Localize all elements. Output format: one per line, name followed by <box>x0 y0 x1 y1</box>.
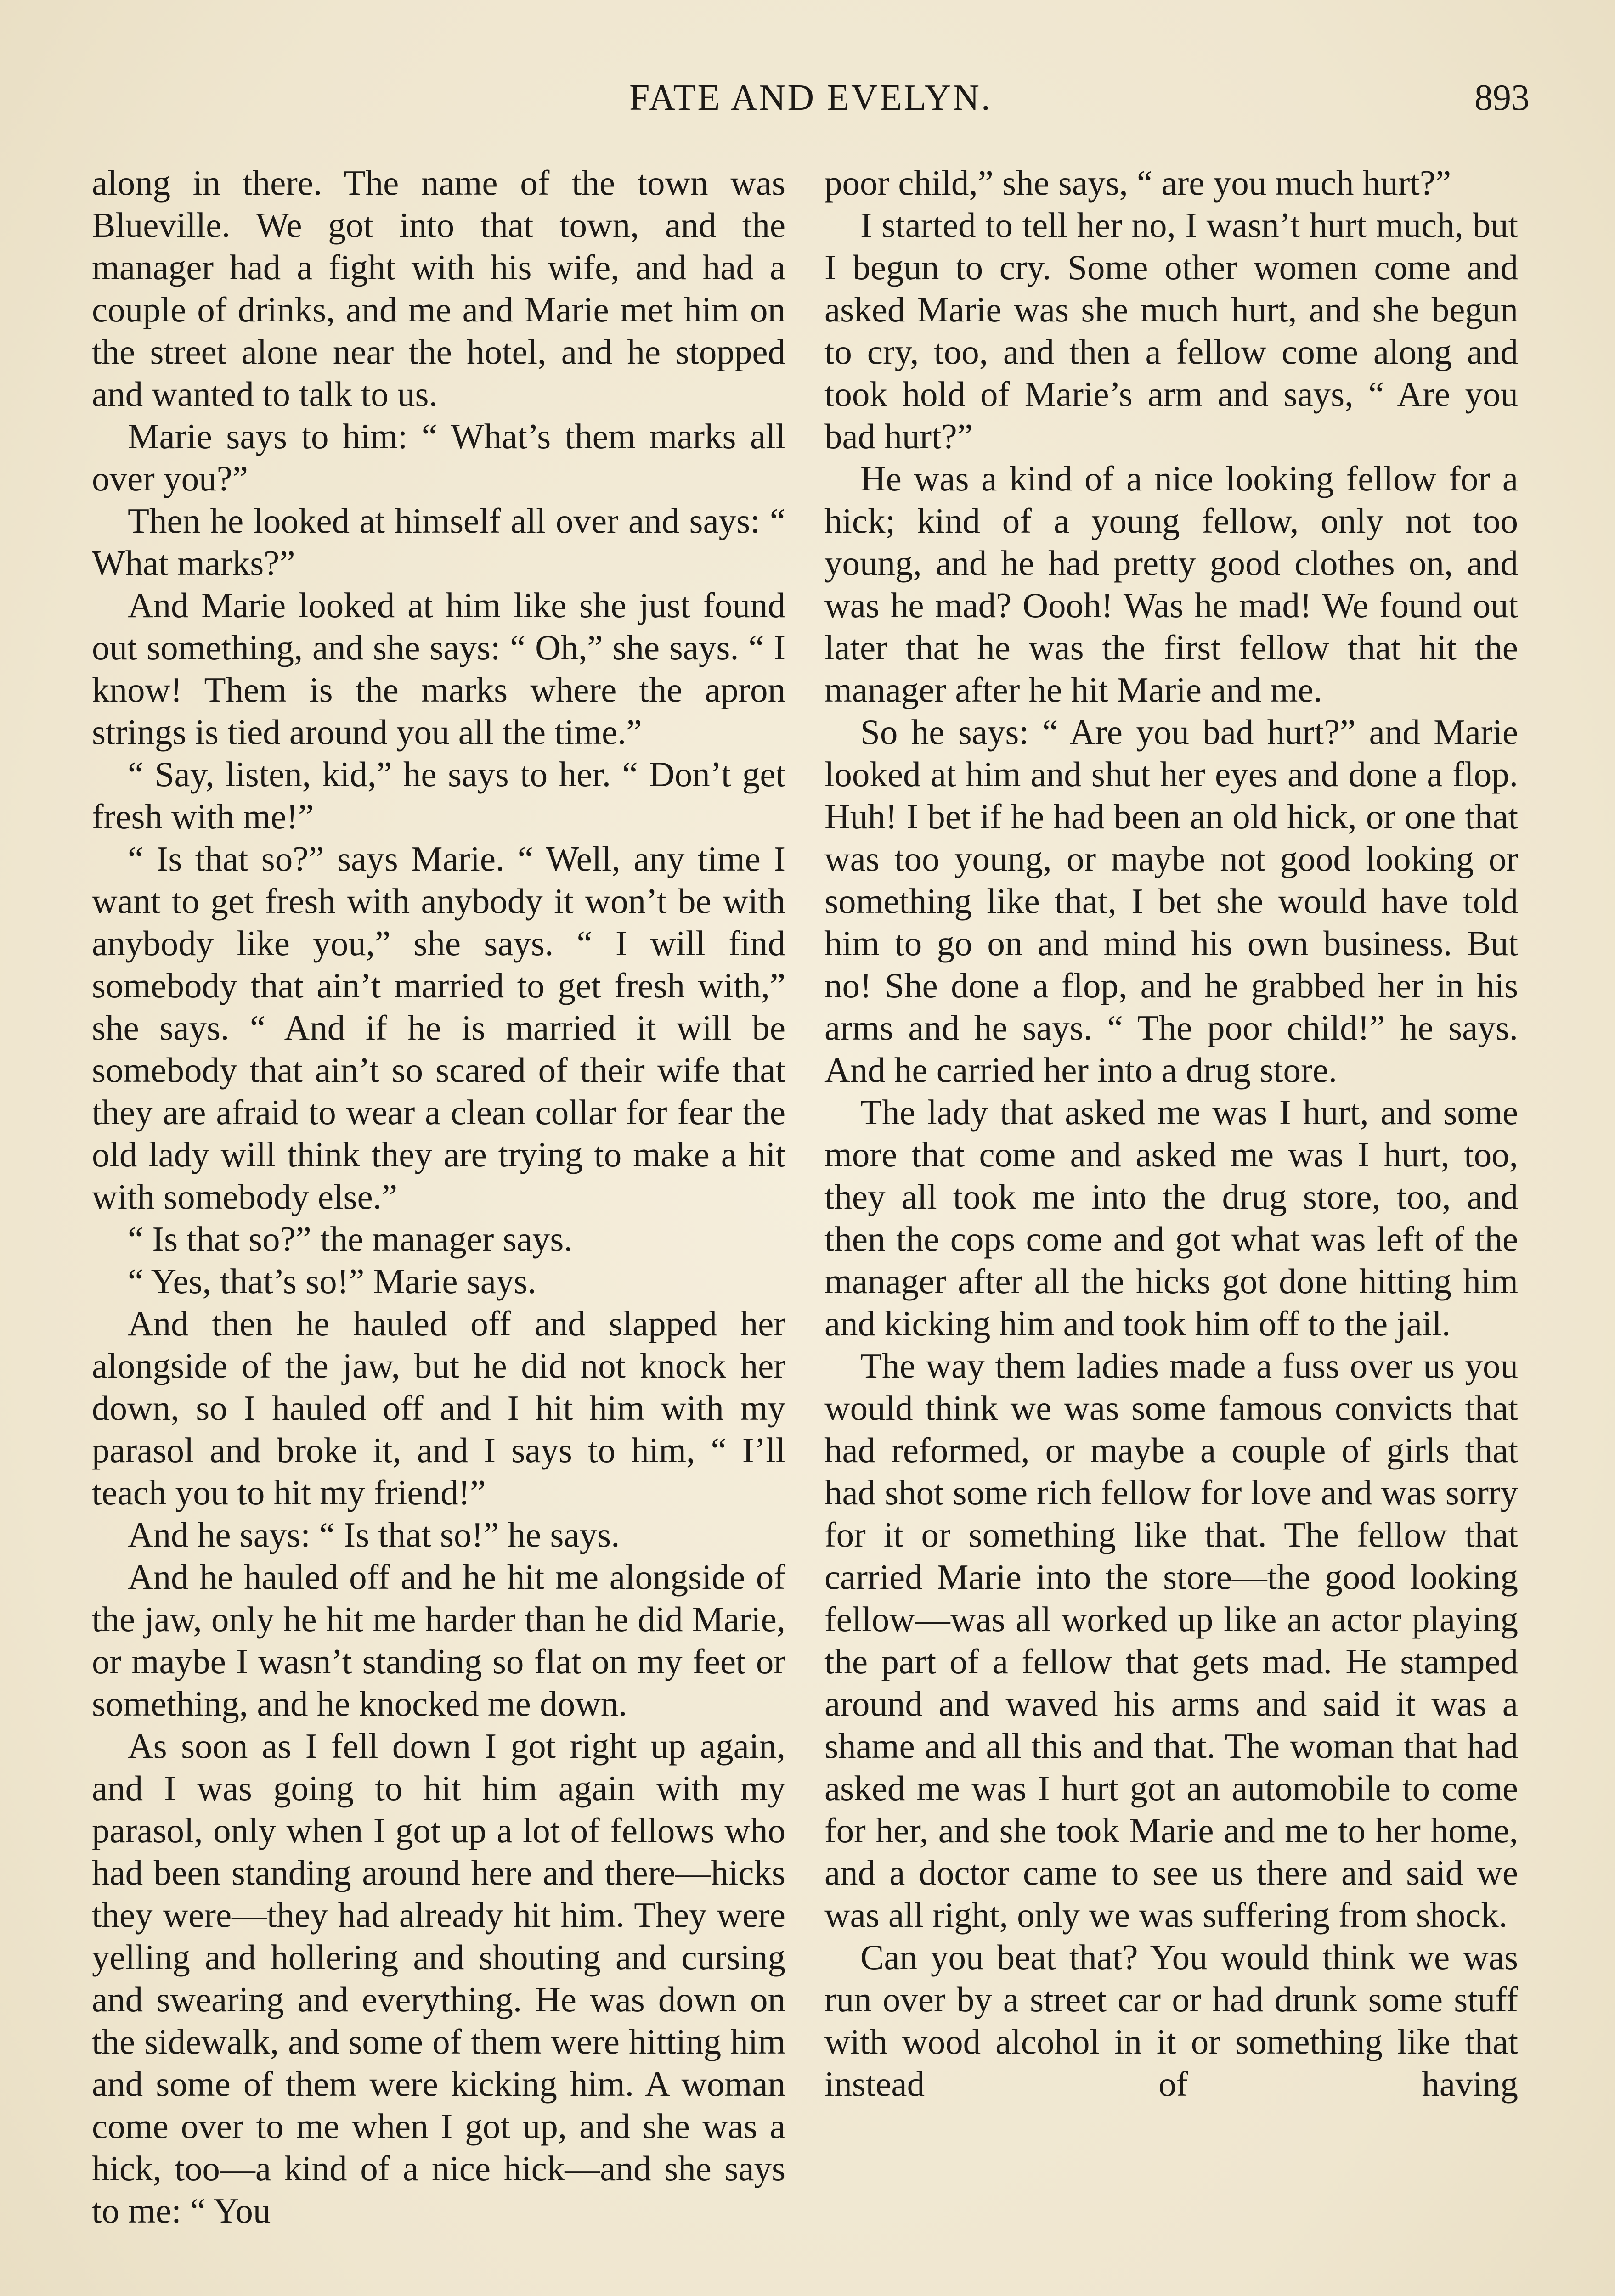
paragraph: And he says: “ Is that so!” he says. <box>128 1515 620 1554</box>
paragraph: And Marie looked at him like she just found out something, and she says: “ Oh,” she says. “ I know! Them is the marks where the apron strings is tied around you all the time.” <box>92 585 785 752</box>
paragraph: “ Say, listen, kid,” he says to her. “ Don’t get fresh with me!” <box>92 754 785 836</box>
paragraph: As soon as I fell down I got right up again, and I was going to hit him again with my parasol, only when I got up a lot of fellows who had been standing around here and there—hicks they were—they had already hit him. They were yelling and hollering and shouting and cursing and swearing and everything. He was down on the sidewalk, and some of them were hitting him and some of them were kicking him. A woman come over to me when I got up, and she was a hick, too—a kind of a nice hick—and she says to me: “ You <box>92 1726 785 2230</box>
paragraph: He was a kind of a nice looking fellow for a hick; kind of a young fellow, only not too young, and he had pretty good clothes on, and was he mad? Oooh! Was he mad! We found out later that he was the first fellow that hit the manager after he hit Marie and me. <box>824 459 1518 709</box>
paragraph: I started to tell her no, I wasn’t hurt much, but I begun to cry. Some other women come and asked Marie was she much hurt, and she begun to cry, too, and then a fellow come along and took hold of Marie’s arm and says, “ Are you bad hurt?” <box>824 205 1518 456</box>
running-title: FATE AND EVELYN. <box>629 78 992 118</box>
right-column <box>824 162 1518 2105</box>
page-number: 893 <box>1474 78 1530 118</box>
paragraph: Then he looked at himself all over and says: “ What marks?” <box>92 501 785 583</box>
paragraph: And he hauled off and he hit me alongside of the jaw, only he hit me harder than he did Marie, or maybe I wasn’t standing so flat on my feet or something, and he knocked me down. <box>92 1557 785 1723</box>
page-header <box>92 77 1530 128</box>
left-column <box>92 162 785 2232</box>
paragraph: “ Is that so?” the manager says. <box>128 1219 573 1259</box>
paragraph: “ Yes, that’s so!” Marie says. <box>128 1261 536 1301</box>
paragraph: So he says: “ Are you bad hurt?” and Marie looked at him and shut her eyes and done a flop. Huh! I bet if he had been an old hick, or one that was too young, or maybe not good looking or something like that, I bet she would have told him to go on and mind his own business. But no! She done a flop, and he grabbed her in his arms and he says. “ The poor child!” he says. And he carried her into a drug store. <box>824 712 1518 1090</box>
paragraph: The lady that asked me was I hurt, and some more that come and asked me was I hurt, too, they all took me into the drug store, too, and then the cops come and got what was left of the manager after all the hicks got done hitting him and kicking him and took him off to the jail. <box>824 1092 1518 1343</box>
paragraph: Marie says to him: “ What’s them marks all over you?” <box>92 416 785 498</box>
paragraph: And then he hauled off and slapped her alongside of the jaw, but he did not knock her down, so I hauled off and I hit him with my parasol and broke it, and I says to him, “ I’ll teach you to hit my friend!” <box>92 1304 785 1512</box>
paragraph: The way them ladies made a fuss over us you would think we was some famous convicts that had reformed, or maybe a couple of girls that had shot some rich fellow for love and was sorry for it or something like that. The fellow that carried Marie into the store—the good looking fellow—was all worked up like an actor playing the part of a fellow that gets mad. He stamped around and waved his arms and said it was a shame and all this and that. The woman that had asked me was I hurt got an automobile to come for her, and she took Marie and me to her home, and a doctor came to see us there and said we was all right, only we was suffering from shock. <box>824 1346 1518 1935</box>
paragraph: along in there. The name of the town was Blueville. We got into that town, and the manager had a fight with his wife, and had a couple of drinks, and me and Marie met him on the street alone near the hotel, and he stopped and wanted to talk to us. <box>92 163 785 414</box>
paragraph: “ Is that so?” says Marie. “ Well, any time I want to get fresh with anybody it won’t be with anybody like you,” she says. “ I will find somebody that ain’t married to get fresh with,” she says. “ And if he is married it will be somebody that ain’t so scared of their wife that they are afraid to wear a clean collar for fear the old lady will think they are trying to make a hit with somebody else.” <box>92 839 785 1216</box>
paragraph: Can you beat that? You would think we was run over by a street car or had drunk some stuff with wood alcohol in it or something like that instead of having <box>824 1937 1518 2104</box>
paragraph: poor child,” she says, “ are you much hurt?” <box>824 163 1451 203</box>
